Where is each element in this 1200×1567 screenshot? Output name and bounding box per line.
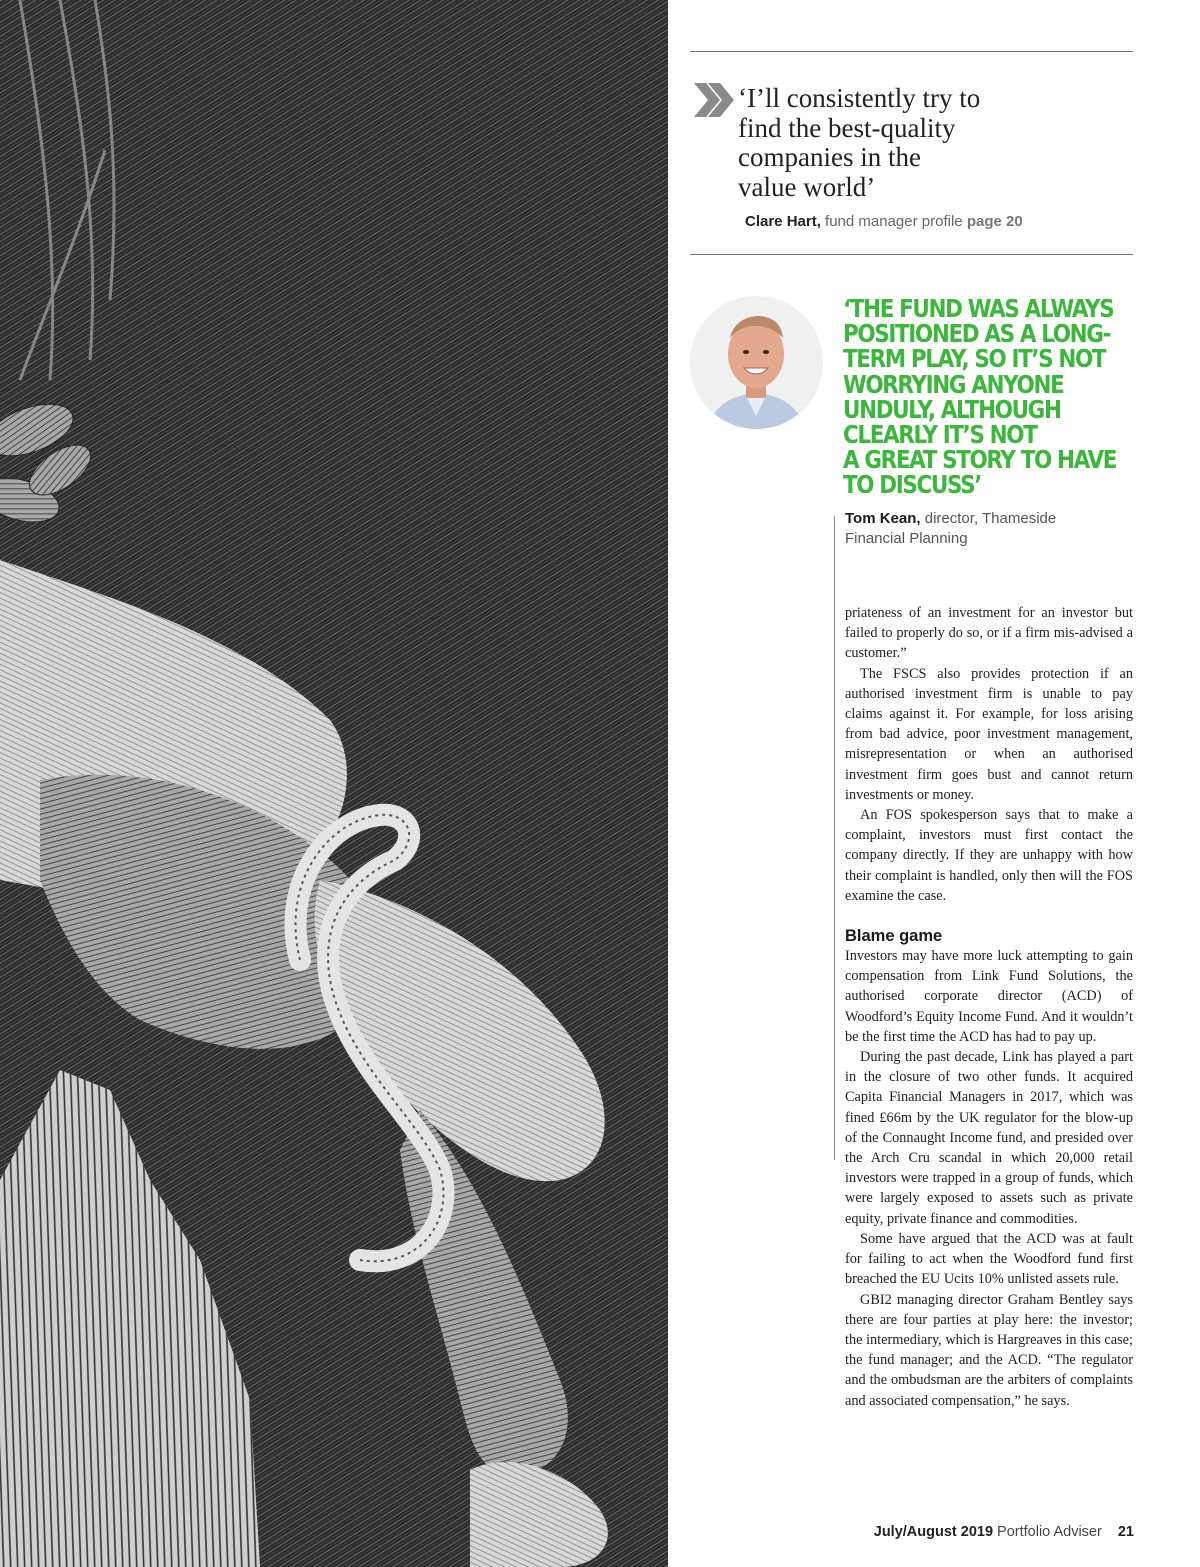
page-number: 21 [1117,1524,1134,1540]
avatar [690,296,823,429]
featured-quote-author: Tom Kean, [845,510,921,527]
double-chevron-icon [694,83,736,117]
paragraph: GBI2 managing director Graham Bentley says there are four parties at play here: the investor; the intermediary, which is Hargreaves in this case; the fund manager; and the ACD. “The regulator and the ombudsman are the arbiters of complaints and associated compensation,” he says. [845,1291,1133,1409]
issue-date: July/August 2019 [873,1524,994,1540]
pull-quote-role: fund manager profile [825,213,963,230]
section-subheading: Blame game [845,927,943,946]
publication-name: Portfolio Adviser [997,1524,1102,1540]
paragraph: Some have argued that the ACD was at fault for failing to act when the Woodford fund first breached the EU Ucits 10% unlisted assets rule. [845,1230,1133,1288]
featured-quote-role: director, Thameside Financial Planning [845,510,1057,547]
featured-quote-credit [845,509,1105,549]
middle-divider [690,254,1133,255]
portrait-photo [690,296,823,429]
paragraph: priateness of an investment for an investor but failed to properly do so, or if a firm mis-advised a customer.” [845,605,1133,662]
pull-quote-author: Clare Hart, [745,213,821,230]
page-footer [874,1524,1134,1540]
pull-quote-page-ref: page 20 [966,213,1023,230]
pull-quote-text: ‘I’ll consistently try to find the best-quality companies in the value world’ [738,83,981,202]
article-body [845,603,1133,1411]
paragraph: Investors may have more luck attempting to gain compensation from Link Fund Solutions, the authorised corporate director (ACD) of Woodford’s Equity Income Fund. And it wouldn’t be the first time the ACD has had to pay up. [845,948,1133,1045]
paragraph: An FOS spokesperson says that to make a complaint, investors must first contact the company directly. If they are unhappy with how their complaint is handled, only then will the FOS examine the case. [845,807,1133,904]
featured-quote-text: ‘THE FUND WAS ALWAYS POSITIONED AS A LONG- TERM PLAY, SO IT’S NOT WORRYING ANYONE UNDULY, ALTHOUGH CLEARLY IT’S NOT A GREAT STORY TO HAVE TO DISCUSS’ [843,294,1117,500]
paragraph: The FSCS also provides protection if an authorised investment firm is unable to pay claims against it. For example, for loss arising from bad advice, poor investment management, misrepresentation or when an authorised investment firm goes bust and cannot return investments or money. [845,665,1133,803]
paragraph: During the past decade, Link has played a part in the closure of two other funds. It acquired Capita Financial Managers in 2017, which was fined £66m by the UK regulator for the blow-up of the Connaught Income fund, and presided over the Arch Cru scandal in which 20,000 retail investors were trapped in a group of funds, which were largely exposed to assets such as private equity, private finance and commodities. [845,1049,1133,1227]
pull-quote-credit [745,213,1023,230]
column-rule [834,516,835,1160]
top-divider [690,51,1133,52]
